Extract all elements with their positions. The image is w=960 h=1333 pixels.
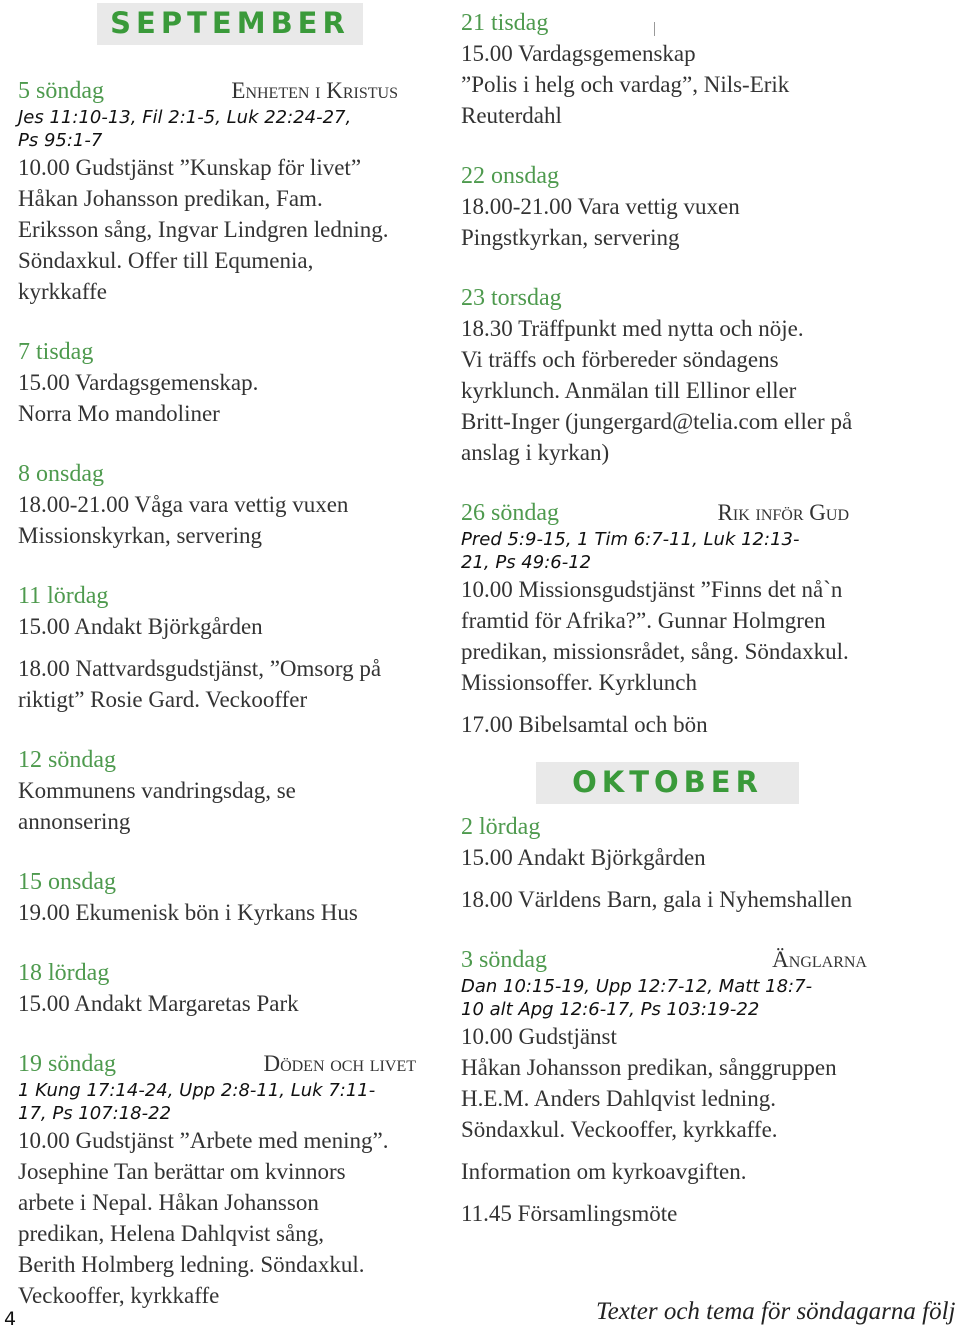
- entry-text: 10.00 Gudstjänst ”Arbete med mening”.: [18, 1128, 389, 1153]
- bible-verses: [18, 1079, 438, 1125]
- day-label: 12 söndag: [18, 747, 116, 773]
- verse-line: Jes 11:10-13, Fil 2:1-5, Luk 22:24-27,: [18, 107, 352, 128]
- day-label: 5 söndag: [18, 78, 104, 104]
- entry-text: H.E.M. Anders Dahlqvist ledning.: [461, 1086, 776, 1111]
- day-label: 11 lördag: [18, 583, 109, 609]
- entry-text: predikan, Helena Dahlqvist sång,: [18, 1221, 324, 1246]
- entry-okt-3: [461, 945, 960, 1229]
- entry-text: 10.00 Missionsgudstjänst ”Finns det nå`n: [461, 577, 843, 602]
- entry-text: kyrkkaffe: [18, 279, 107, 304]
- entry-text: Josephine Tan berättar om kvinnors: [18, 1159, 346, 1184]
- entry-sept-18: [18, 958, 438, 1019]
- verse-line: Dan 10:15-19, Upp 12:7-12, Matt 18:7-: [461, 976, 813, 997]
- entry-sept-7: [18, 337, 438, 429]
- entry-sept-26: [461, 498, 960, 740]
- entry-text: Information om kyrkoavgiften.: [461, 1159, 747, 1184]
- entry-text: 15.00 Andakt Björkgården: [461, 845, 706, 870]
- september-heading: SEPTEMBER: [97, 3, 363, 45]
- entry-text: framtid för Afrika?”. Gunnar Holmgren: [461, 608, 826, 633]
- entry-text: predikan, missionsrådet, sång. Söndaxkul.: [461, 639, 849, 664]
- verse-line: 17, Ps 107:18-22: [18, 1103, 172, 1124]
- verse-line: 21, Ps 49:6-12: [461, 552, 592, 573]
- entry-sept-11: [18, 581, 438, 715]
- entry-text: 10.00 Gudstjänst: [461, 1024, 617, 1049]
- page-number: 4: [4, 1308, 17, 1330]
- verse-line: 10 alt Apg 12:6-17, Ps 103:19-22: [461, 999, 760, 1020]
- day-label: 15 onsdag: [18, 869, 116, 895]
- entry-text: Eriksson sång, Ingvar Lindgren ledning.: [18, 217, 389, 242]
- entry-text: Kommunens vandringsdag, se: [18, 778, 296, 803]
- entry-sept-15: [18, 867, 438, 928]
- bible-verses: [461, 528, 960, 574]
- verse-line: 1 Kung 17:14-24, Upp 2:8-11, Luk 7:11-: [18, 1080, 376, 1101]
- entry-text: kyrklunch. Anmälan till Ellinor eller: [461, 378, 797, 403]
- entry-text: Britt-Inger (jungergard@telia.com eller på: [461, 409, 853, 434]
- day-label: 26 söndag: [461, 500, 559, 526]
- entry-sept-5: [18, 76, 438, 307]
- entry-text: Reuterdahl: [461, 103, 562, 128]
- entry-text: riktigt” Rosie Gard. Veckooffer: [18, 687, 308, 712]
- entry-sept-23: [461, 283, 960, 468]
- entry-text: 15.00 Vardagsgemenskap: [461, 41, 696, 66]
- verse-line: Ps 95:1-7: [18, 130, 103, 151]
- sunday-theme: Rik inför Gud: [717, 500, 849, 525]
- day-label: 23 torsdag: [461, 285, 562, 311]
- day-label: 8 onsdag: [18, 461, 104, 487]
- day-label: 18 lördag: [18, 960, 110, 986]
- entry-text: 11.45 Församlingsmöte: [461, 1201, 678, 1226]
- day-label: 2 lördag: [461, 814, 541, 840]
- divider-mark: [654, 22, 655, 36]
- verse-line: Pred 5:9-15, 1 Tim 6:7-11, Luk 12:13-: [461, 529, 800, 550]
- entry-text: Berith Holmberg ledning. Söndaxkul.: [18, 1252, 365, 1277]
- bible-verses: [18, 106, 438, 152]
- footer-note: Texter och tema för söndagarna följ: [596, 1298, 956, 1325]
- right-column: [461, 0, 960, 1229]
- day-label: 21 tisdag: [461, 10, 549, 36]
- sunday-theme: Enheten i Kristus: [231, 78, 398, 103]
- entry-text: annonsering: [18, 809, 131, 834]
- entry-text: 15.00 Andakt Björkgården: [18, 614, 263, 639]
- entry-text: Missionskyrkan, servering: [18, 523, 263, 548]
- entry-text: 17.00 Bibelsamtal och bön: [461, 712, 708, 737]
- entry-sept-21: [461, 8, 960, 131]
- entry-text: 18.00-21.00 Våga vara vettig vuxen: [18, 492, 349, 517]
- entry-sept-12: [18, 745, 438, 837]
- entry-text: ”Polis i helg och vardag”, Nils-Erik: [461, 72, 790, 97]
- entry-text: 15.00 Vardagsgemenskap.: [18, 370, 259, 395]
- entry-text: 15.00 Andakt Margaretas Park: [18, 991, 299, 1016]
- entry-text: Veckooffer, kyrkkaffe: [18, 1283, 220, 1308]
- entry-text: 18.00 Nattvardsgudstjänst, ”Omsorg på: [18, 656, 382, 681]
- day-label: 19 söndag: [18, 1051, 116, 1077]
- entry-okt-2: [461, 812, 960, 915]
- entry-text: anslag i kyrkan): [461, 440, 610, 465]
- oktober-heading: OKTOBER: [536, 762, 799, 804]
- entry-text: 10.00 Gudstjänst ”Kunskap för livet”: [18, 155, 362, 180]
- day-label: 22 onsdag: [461, 163, 559, 189]
- day-label: 3 söndag: [461, 947, 547, 973]
- entry-text: Håkan Johansson predikan, sånggruppen: [461, 1055, 837, 1080]
- entry-text: 18.30 Träffpunkt med nytta och nöje.: [461, 316, 804, 341]
- entry-text: Pingstkyrkan, servering: [461, 225, 680, 250]
- entry-sept-22: [461, 161, 960, 253]
- sunday-theme: Döden och livet: [263, 1051, 416, 1076]
- entry-text: arbete i Nepal. Håkan Johansson: [18, 1190, 319, 1215]
- sunday-theme: Änglarna: [772, 947, 867, 972]
- entry-sept-19: [18, 1049, 438, 1311]
- entry-text: Norra Mo mandoliner: [18, 401, 220, 426]
- entry-text: Söndaxkul. Offer till Equmenia,: [18, 248, 314, 273]
- entry-text: Håkan Johansson predikan, Fam.: [18, 186, 323, 211]
- entry-text: Vi träffs och förbereder söndagens: [461, 347, 779, 372]
- entry-sept-8: [18, 459, 438, 551]
- entry-text: Missionsoffer. Kyrklunch: [461, 670, 697, 695]
- bible-verses: [461, 975, 960, 1021]
- entry-text: 18.00-21.00 Vara vettig vuxen: [461, 194, 740, 219]
- day-label: 7 tisdag: [18, 339, 94, 365]
- entry-text: 19.00 Ekumenisk bön i Kyrkans Hus: [18, 900, 358, 925]
- entry-text: Söndaxkul. Veckooffer, kyrkkaffe.: [461, 1117, 778, 1142]
- left-column: [18, 0, 438, 1311]
- entry-text: 18.00 Världens Barn, gala i Nyhemshallen: [461, 887, 853, 912]
